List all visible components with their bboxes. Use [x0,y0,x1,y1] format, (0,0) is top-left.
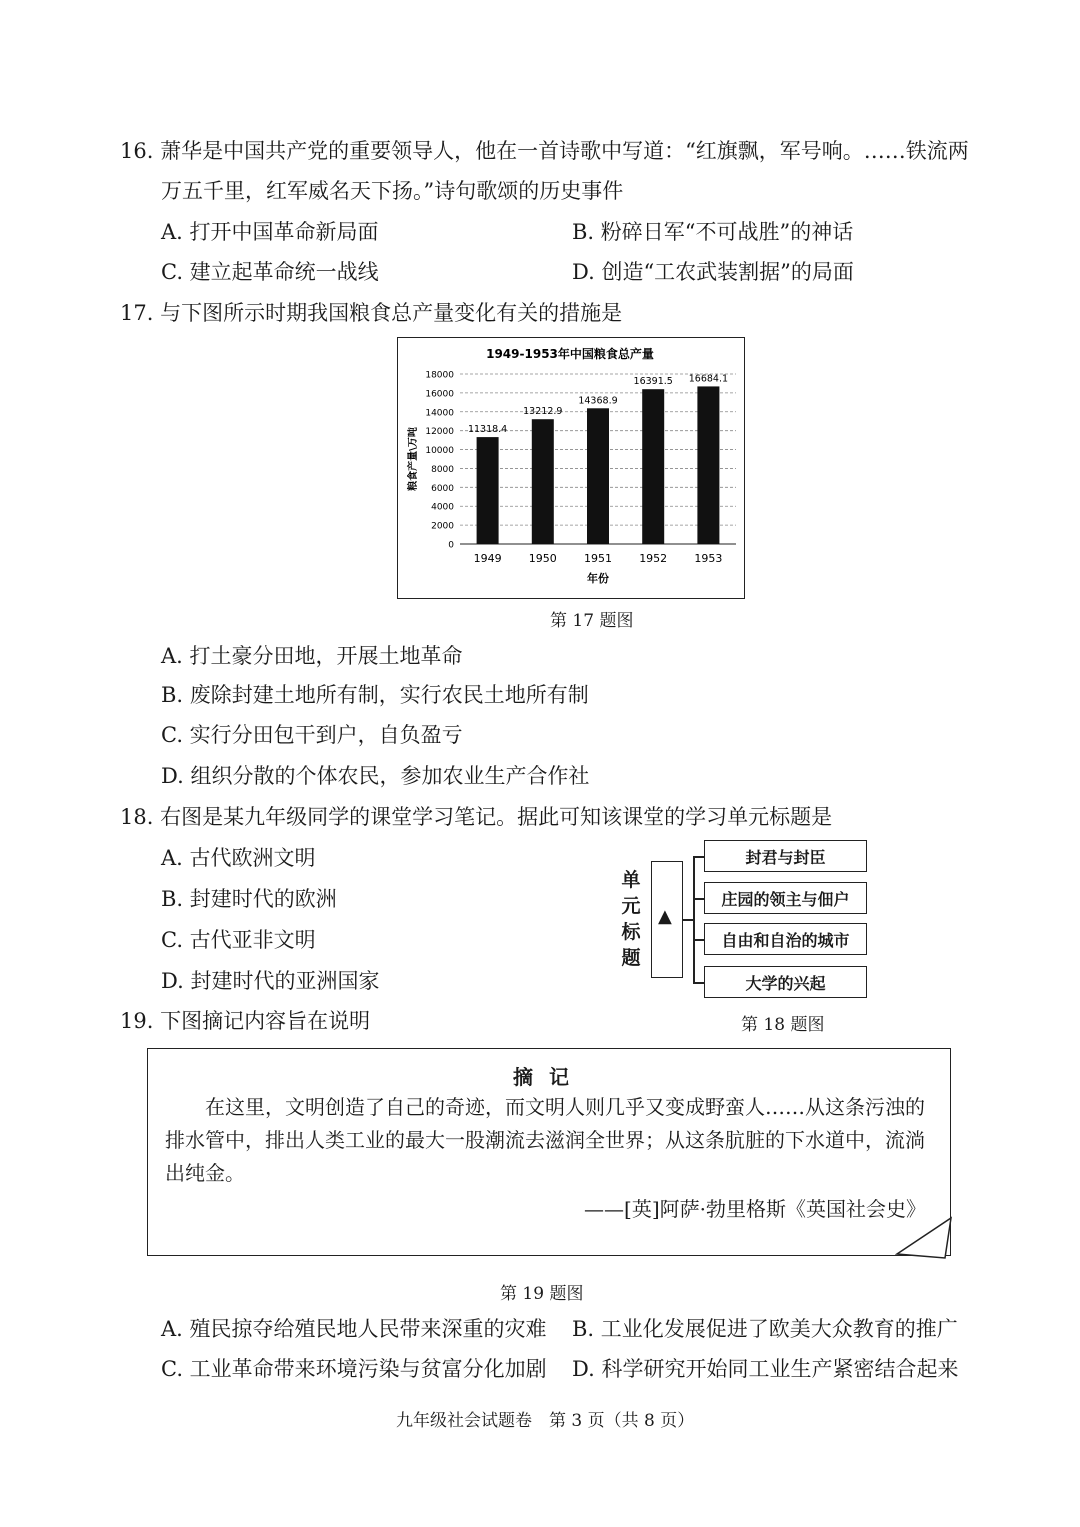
bar-data-label: 16684.1 [688,373,729,385]
q19-excerpt-title: 摘记 [513,1065,585,1089]
x-tick-label: 1952 [639,552,668,565]
chart-title: 1949-1953年中国粮食总产量 [486,347,654,361]
q18-caption: 第 18 题图 [741,1015,825,1035]
q19-option-a: A. 殖民掠夺给殖民地人民带来深重的灾难 [161,1317,547,1341]
bar [587,408,609,544]
q17-stem: 17. 与下图所示时期我国粮食总产量变化有关的措施是 [120,301,623,325]
q16-stem-line1: 16. 萧华是中国共产党的重要领导人，他在一首诗歌中写道：“红旗飘，军号响。……铁流两 [120,139,969,163]
x-axis-title: 年份 [587,572,609,585]
q19-option-c: C. 工业革命带来环境污染与贫富分化加剧 [161,1357,547,1381]
q19-option-d: D. 科学研究开始同工业生产紧密结合起来 [572,1357,959,1381]
q19-excerpt-source: ——[英]阿萨·勃里格斯《英国社会史》 [584,1197,926,1221]
q18-option-a: A. 古代欧洲文明 [161,846,316,870]
q17-caption: 第 17 题图 [550,611,634,631]
bar [532,419,554,544]
q18-option-b: B. 封建时代的欧洲 [161,887,337,911]
q18-option-d: D. 封建时代的亚洲国家 [161,969,380,993]
x-tick-label: 1951 [584,552,612,565]
y-tick-label: 4000 [431,502,454,513]
page-curl-icon [895,1214,955,1262]
q18-stem: 18. 右图是某九年级同学的课堂学习笔记。据此可知该课堂的学习单元标题是 [120,805,833,829]
q16-stem-line2: 万五千里，红军威名天下扬。”诗句歌颂的历史事件 [161,179,624,203]
q18-option-c: C. 古代亚非文明 [161,928,316,952]
q19-stem: 19. 下图摘记内容旨在说明 [120,1009,371,1033]
y-tick-label: 16000 [425,389,454,400]
q19-caption: 第 19 题图 [500,1284,584,1304]
grain-output-bar-chart [398,338,743,597]
q16-option-d: D. 创造“工农武装割据”的局面 [572,260,854,284]
q16-option-a: A. 打开中国革命新局面 [161,220,379,244]
y-axis-title: 粮食产量\万吨 [408,427,419,491]
bar-data-label: 14368.9 [578,395,618,407]
page-footer: 九年级社会试题卷 第 3 页（共 8 页） [396,1411,695,1431]
q18-unit-title-placeholder [651,861,683,978]
q19-excerpt-text: 在这里，文明创造了自己的奇迹，而文明人则几乎又变成野蛮人……从这条污浊的排水管中，排出人类工业的最大一股潮流去滋润全世界；从这条肮脏的下水道中，流淌出纯金。 [165,1095,925,1185]
q16-option-c: C. 建立起革命统一战线 [161,260,379,284]
q19-excerpt-box [147,1048,951,1256]
y-tick-label: 18000 [425,370,454,381]
y-tick-label: 10000 [425,446,454,457]
q17-option-a: A. 打土豪分田地，开展土地革命 [161,644,463,668]
q17-option-d: D. 组织分散的个体农民，参加农业生产合作社 [161,764,590,788]
connector-line [693,982,704,984]
y-tick-label: 12000 [425,427,454,438]
q18-unit-title-label: 单元标题 [621,869,641,969]
q17-option-b: B. 废除封建土地所有制，实行农民土地所有制 [161,683,589,707]
connector-line [693,939,704,941]
y-tick-label: 8000 [431,464,454,475]
q18-diagram-item: 封君与封臣 [704,840,867,872]
bar [642,389,664,544]
q19-option-b: B. 工业化发展促进了欧美大众教育的推广 [572,1317,958,1341]
q18-diagram-item: 大学的兴起 [704,966,867,998]
x-tick-label: 1953 [694,552,723,565]
bar [697,386,719,544]
connector-line [693,898,704,900]
y-tick-label: 0 [448,540,454,551]
bar-data-label: 11318.4 [467,424,508,436]
bar-data-label: 16391.5 [633,376,673,388]
connector-line [693,856,704,858]
connector-line [693,856,695,983]
q18-diagram-item: 庄园的领主与佃户 [704,882,867,914]
bar-data-label: 13212.9 [523,406,563,418]
bar [477,437,499,544]
q16-option-b: B. 粉碎日军“不可战胜”的神话 [572,220,854,244]
x-tick-label: 1950 [528,552,557,565]
q17-chart-frame [397,337,745,599]
q17-option-c: C. 实行分田包干到户，自负盈亏 [161,723,463,747]
triangle-icon: ▲ [658,906,672,927]
y-tick-label: 6000 [431,483,454,494]
x-tick-label: 1949 [473,552,502,565]
y-tick-label: 2000 [431,521,454,532]
q18-diagram-item: 自由和自治的城市 [704,923,867,955]
y-tick-label: 14000 [425,408,454,419]
